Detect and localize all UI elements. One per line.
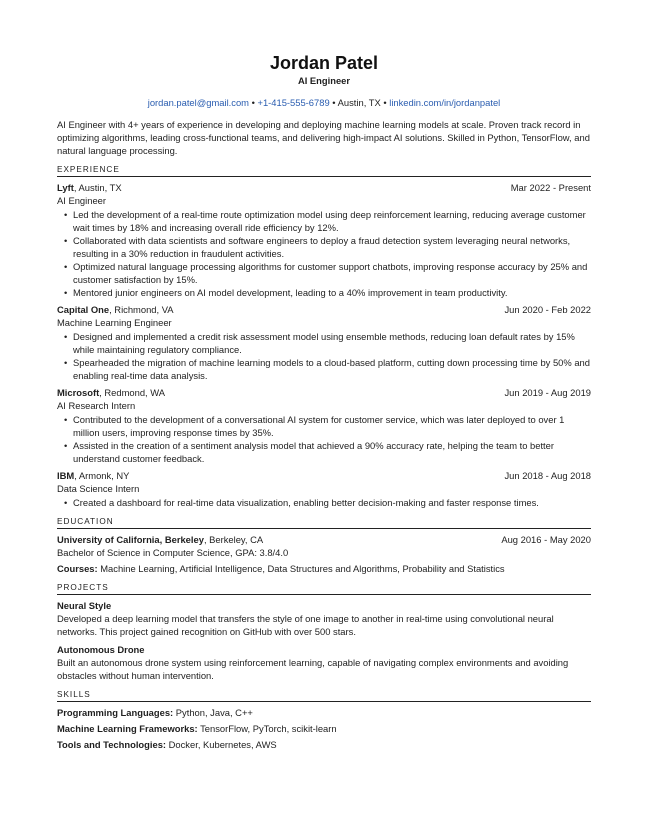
summary-text: AI Engineer with 4+ years of experience in developing and deploying machine learning models at scale. Proven track record in optimizing algorithms, leading cross-functional teams, and delivering high-impact AI solutions. Skilled in Python, TensorFlow, and natural language processing. [57, 119, 590, 156]
company-name: IBM [57, 470, 75, 481]
project-title: Autonomous Drone [57, 644, 145, 655]
company-name: Capital One [57, 304, 110, 315]
bullet-item: • Spearheaded the migration of machine learning models to a cloud-based platform, cutting down processing time by 50% and enabling real-time data analysis. [73, 356, 591, 382]
skill-label: Machine Learning Frameworks: [57, 723, 198, 734]
bullet-item: • Led the development of a real-time route optimization model using deep reinforcement learning, reducing average customer wait times by 18% and increasing overall ride efficiency by 12%. [73, 208, 591, 234]
project-description: Built an autonomous drone system using reinforcement learning, capable of navigating complex environments and avoiding obstacles without human intervention. [57, 657, 569, 681]
project-description: Developed a deep learning model that transfers the style of one image to another in real-time using convolutional neural networks. This project gained recognition on GitHub with over 500 stars. [57, 613, 554, 637]
projects-section [57, 582, 591, 682]
courses-line [57, 562, 591, 575]
company-location: , Austin, TX [73, 182, 122, 193]
entry-dates: Mar 2022 - Present [510, 182, 591, 193]
bullet-item: • Contributed to the development of a conversational AI system for customer service, which was later deployed to over 1 million users, improving response times by 35%. [73, 413, 591, 439]
entry-header [57, 469, 591, 482]
company-location: , Richmond, VA [109, 304, 174, 315]
education-section [57, 516, 591, 575]
contact-line [57, 96, 591, 109]
company-location: , Redmond, WA [99, 387, 166, 398]
bullet-list [57, 208, 591, 299]
bullet-item: • Optimized natural language processing algorithms for customer support chatbots, improving response accuracy by 25% and customer satisfaction by 15%. [73, 260, 591, 286]
separator: • [329, 97, 338, 108]
section-title-skills: SKILLS [57, 689, 591, 702]
skills-section [57, 689, 591, 751]
candidate-name: Jordan Patel [269, 53, 379, 73]
separator: • [248, 97, 258, 108]
experience-entry [57, 386, 591, 465]
school-location: , Berkeley, CA [203, 534, 264, 545]
experience-entry [57, 469, 591, 509]
skill-value: Docker, Kubernetes, AWS [166, 739, 277, 750]
entry-header [57, 533, 591, 546]
bullet-list [57, 330, 591, 382]
skill-label: Programming Languages: [57, 707, 174, 718]
bullet-item: • Designed and implemented a credit risk assessment model using ensemble methods, reducing loan default rates by 15% while maintaining regulatory compliance. [73, 330, 591, 356]
skill-value: Python, Java, C++ [173, 707, 253, 718]
project-title: Neural Style [57, 600, 112, 611]
skill-value: TensorFlow, PyTorch, scikit-learn [197, 723, 337, 734]
bullet-item: • Assisted in the creation of a sentiment analysis model that achieved a 90% accuracy rate, helping the team to better understand customer feedback. [73, 439, 591, 465]
separator: • [380, 97, 390, 108]
entry-dates: Aug 2016 - May 2020 [501, 534, 591, 545]
bullet-list [57, 413, 591, 465]
linkedin-link[interactable]: linkedin.com/in/jordanpatel [389, 97, 501, 108]
job-title: AI Engineer [57, 195, 106, 206]
experience-entry [57, 181, 591, 299]
entry-dates: Jun 2019 - Aug 2019 [504, 387, 591, 398]
company-name: Lyft [57, 182, 74, 193]
school-name: University of California, Berkeley [57, 534, 204, 545]
experience-section [57, 164, 591, 509]
email-link[interactable]: jordan.patel@gmail.com [147, 97, 249, 108]
entry-header [57, 386, 591, 399]
courses-list: Machine Learning, Artificial Intelligence, Data Structures and Algorithms, Probability and Statistics [97, 563, 505, 574]
section-title-education: EDUCATION [57, 516, 591, 529]
skill-label: Tools and Technologies: [57, 739, 167, 750]
job-title: Machine Learning Engineer [57, 317, 172, 328]
skill-line [57, 722, 591, 735]
entry-header [57, 181, 591, 194]
courses-label: Courses: [57, 563, 98, 574]
bullet-item: • Collaborated with data scientists and software engineers to deploy a fraud detection system leveraging neural networks, resulting in a 30% reduction in fraudulent activities. [73, 234, 591, 260]
job-title: Data Science Intern [57, 483, 140, 494]
entry-header [57, 303, 591, 316]
location-text: Austin, TX [337, 97, 381, 108]
section-title-projects: PROJECTS [57, 582, 591, 595]
skill-line [57, 706, 591, 719]
candidate-role: AI Engineer [297, 75, 351, 86]
bullet-list [57, 496, 591, 509]
experience-entry [57, 303, 591, 382]
bullet-item: • Mentored junior engineers on AI model development, leading to a 40% improvement in team productivity. [73, 286, 591, 299]
company-location: , Armonk, NY [74, 470, 130, 481]
skill-line [57, 738, 591, 751]
job-title: AI Research Intern [57, 400, 136, 411]
section-title-experience: EXPERIENCE [57, 164, 591, 177]
degree-text: Bachelor of Science in Computer Science, GPA: 3.8/4.0 [57, 547, 289, 558]
bullet-item: • Created a dashboard for real-time data visualization, enabling better decision-making and faster response times. [73, 496, 591, 509]
phone-link[interactable]: +1-415-555-6789 [257, 97, 330, 108]
company-name: Microsoft [57, 387, 100, 398]
entry-dates: Jun 2018 - Aug 2018 [504, 470, 591, 481]
entry-dates: Jun 2020 - Feb 2022 [504, 304, 591, 315]
